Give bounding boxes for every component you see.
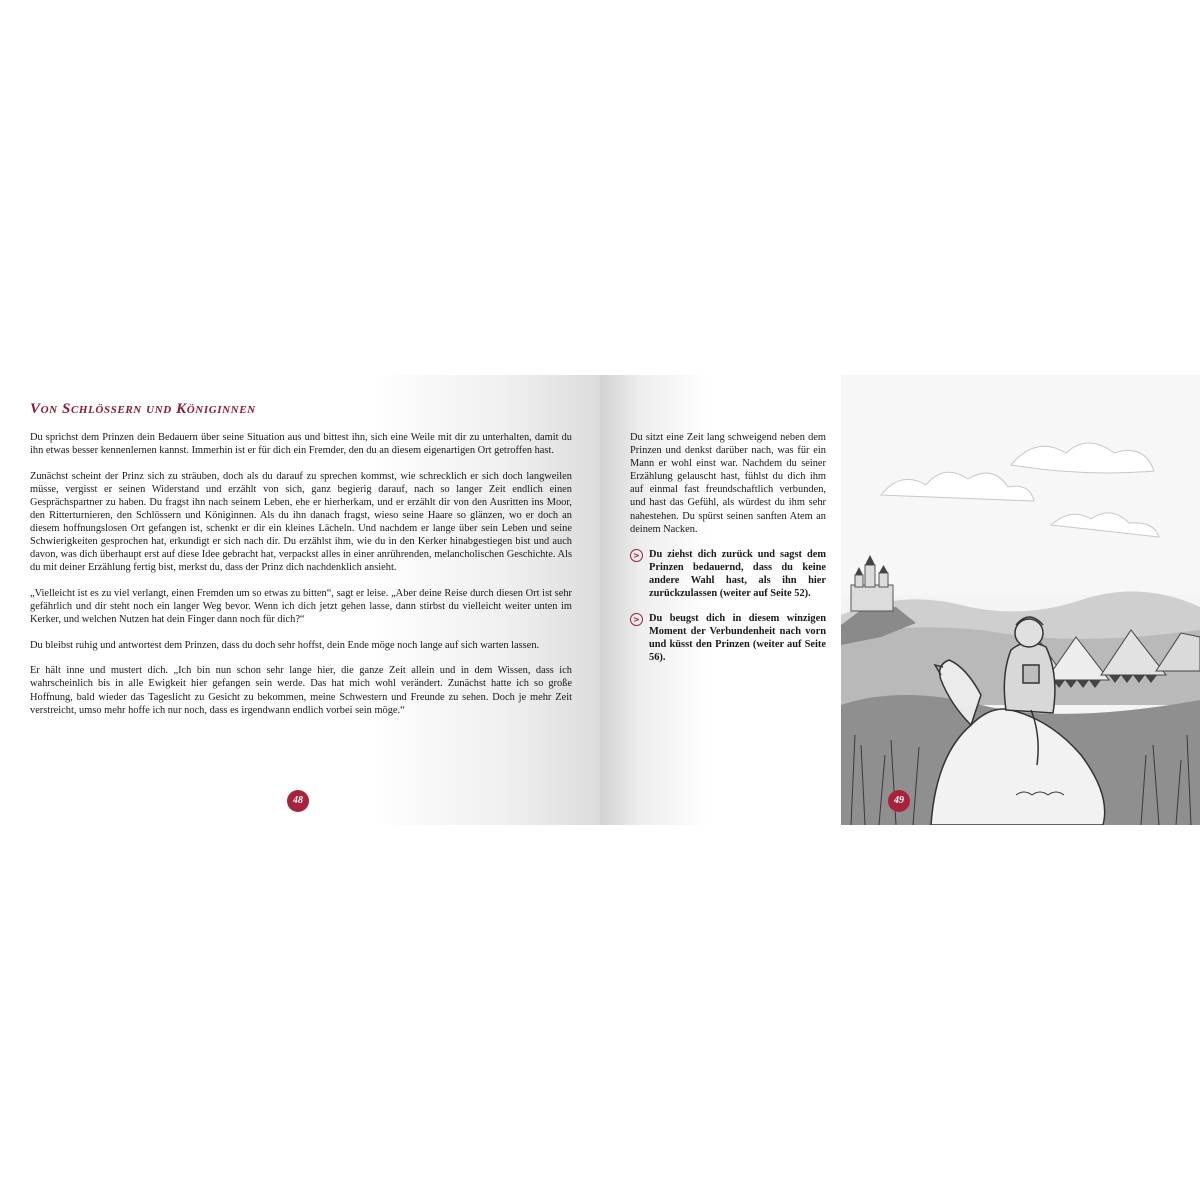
choice-option[interactable] <box>630 548 826 600</box>
chapter-heading: Von Schlössern und Königinnen <box>30 401 256 417</box>
paragraph: Du sitzt eine Zeit lang schweigend neben dem Prinzen und denkst darüber nach, was für ein Mann er wohl einst war. Nachdem du seiner Erzählung gelauscht hast, fühlst du dich ihm auf einmal fast freundschaftlich verbunden, und hast das Gefühl, als würdest du ihm sehr nahestehen. Du spürst seinen sanften Atem an deinem Nacken. <box>630 432 826 535</box>
choice-text: Du ziehst dich zurück und sagst dem Prinzen bedauernd, dass du keine andere Wahl hast, als ihn hier zurückzulassen (weiter auf Seite 52). <box>649 548 826 600</box>
right-page-text <box>630 431 826 677</box>
choice-text: Du beugst dich in diesem winzigen Moment der Verbundenheit nach vorn und küsst den Prinzen (weiter auf Seite 56). <box>649 613 826 664</box>
paragraph: Du sprichst dem Prinzen dein Bedauern über seine Situation aus und bittest ihn, sich eine Weile mit dir zu unterhalten, damit du ihn etwas besser kennenlernen kannst. Immerhin ist er für dich ein Fremder, den du an diesem eigenartigen Ort getroffen hast. <box>30 432 572 457</box>
chevron-right-circle-icon: > <box>630 549 643 562</box>
paragraph: Du bleibst ruhig und antwortest dem Prinzen, dass du doch sehr hoffst, dein Ende möge noch lange auf sich warten lassen. <box>30 639 540 651</box>
knight-on-horse-castle-tents-illustration <box>841 375 1200 825</box>
paragraph: „Vielleicht ist es zu viel verlangt, einen Fremden um so etwas zu bitten“, sagt er leise. „Aber deine Reise durch diesen Ort ist sehr gefährlich und dir steht noch ein langer Weg bevor. Wenn ich dich jetzt gehen lasse, dann stirbst du vielleicht weiter unten im Kerker, und welchen Nutzen hat dein Finger dann noch für dich?“ <box>30 587 572 626</box>
left-page <box>0 375 600 825</box>
paragraph: Er hält inne und mustert dich. „Ich bin nun schon sehr lange hier, die ganze Zeit allein und in dem Wissen, dass ich wahrscheinlich bis in alle Ewigkeit hier gefangen sein werde. Das hat mich wohl verändert. Zunächst hatte ich so große Hoffnung, bald wieder das Tageslicht zu Gesicht zu bekommen, meine Schwestern und Freunde zu sehen. Doch je mehr Zeit verstreicht, umso mehr hoffe ich nur noch, dass es irgendwann endlich vorbei sein möge.“ <box>30 665 572 716</box>
page-number-badge: 48 <box>287 790 309 812</box>
paragraph: Zunächst scheint der Prinz sich zu sträuben, doch als du darauf zu sprechen kommst, wie schrecklich er sich doch langweilen müsse, vergisst er seinen Widerstand und erzählt von sich, ganz begierig darauf, nach so langer Zeit endlich einen Gesprächspartner zu haben. Du fragst ihn nach seinem Leben, ehe er hierherkam, und er erzählt dir von den Ausritten ins Moor, den Ritterturnieren, den Schlössern und Königinnen. Als du ihn danach fragst, wieso seine Haare so glänzen, wo er doch an diesem hoffnungslosen Ort gefangen ist, schenkt er dir ein kleines Lächeln. Und nachdem er lange über sein Leben und seine Schwierigkeiten gesprochen hat, erkundigt er sich nach dir. Du erzählst ihm, wie du in den Kerker hinabgestiegen bist und auch davon, was dich überhaupt erst auf diese Idee gebracht hat, verpackst alles in einer anrührenden, melancholischen Geschichte. Als du mit deiner Erzählung fertig bist, merkst du, dass der Prinz dich nachdenklich ansieht. <box>30 470 572 574</box>
page-number-badge: 49 <box>888 790 910 812</box>
chevron-right-circle-icon: > <box>630 613 643 626</box>
left-page-text <box>30 431 572 729</box>
choice-option[interactable] <box>630 612 826 664</box>
